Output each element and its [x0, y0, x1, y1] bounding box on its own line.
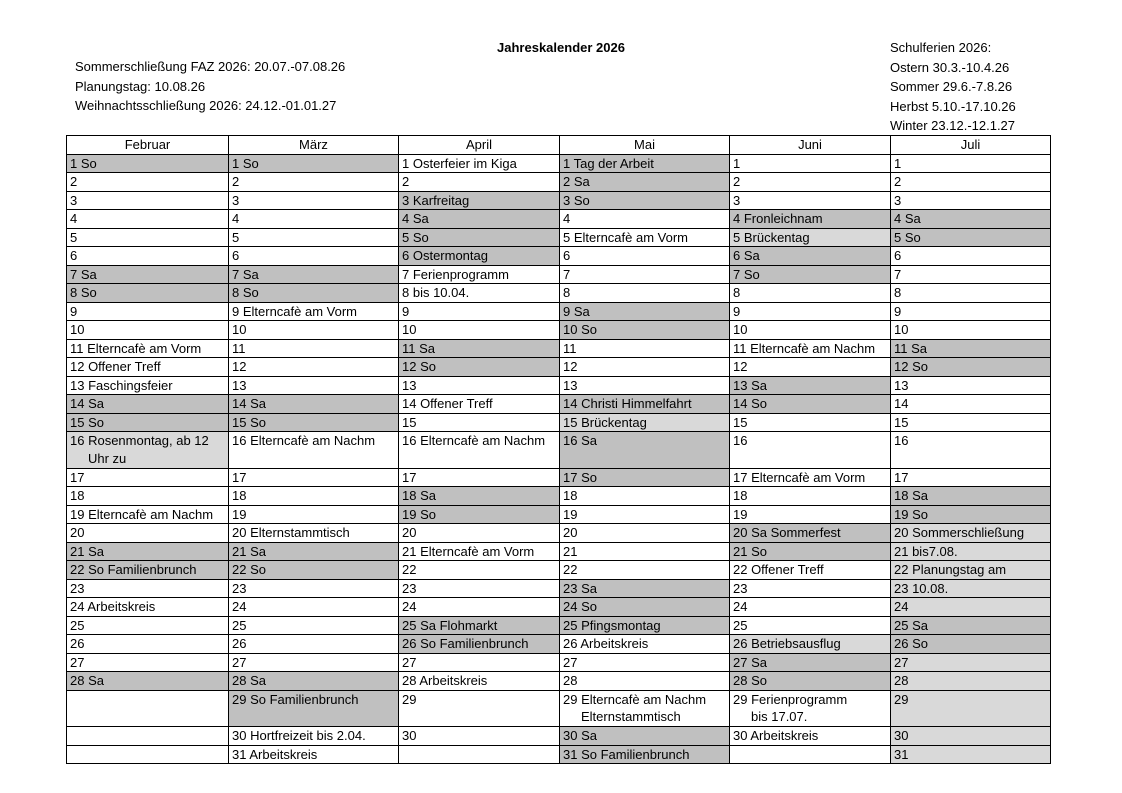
day-cell: 6	[67, 247, 229, 266]
day-cell: 15	[399, 413, 560, 432]
day-cell: 27	[399, 653, 560, 672]
day-cell: 21 bis7.08.	[891, 542, 1051, 561]
day-cell	[399, 745, 560, 764]
day-cell: 24	[399, 598, 560, 617]
calendar-row	[67, 395, 1051, 414]
day-cell: 8	[891, 284, 1051, 303]
day-entry-text: 16 Rosenmontag, ab 12	[70, 433, 209, 448]
day-cell: 18	[560, 487, 730, 506]
day-cell: 25 Pfingsmontag	[560, 616, 730, 635]
day-cell: 11 Sa	[399, 339, 560, 358]
day-cell: 20 Sommerschließung	[891, 524, 1051, 543]
day-cell: 28	[560, 672, 730, 691]
month-header-april: April	[399, 136, 560, 155]
day-cell: 30 Hortfreizeit bis 2.04.	[229, 727, 399, 746]
day-cell: 6	[891, 247, 1051, 266]
day-cell: 13	[229, 376, 399, 395]
day-cell: 1 So	[67, 154, 229, 173]
day-cell: 9	[399, 302, 560, 321]
autumn-holidays: Herbst 5.10.-17.10.26	[890, 98, 1016, 114]
day-cell: 21	[560, 542, 730, 561]
day-cell: 15	[891, 413, 1051, 432]
month-header-februar: Februar	[67, 136, 229, 155]
easter-holidays: Ostern 30.3.-10.4.26	[890, 59, 1010, 75]
day-cell: 9	[730, 302, 891, 321]
calendar-row	[67, 376, 1051, 395]
day-cell: 22 So	[229, 561, 399, 580]
day-cell	[67, 745, 229, 764]
day-cell: 23	[67, 579, 229, 598]
day-cell: 21 Sa	[67, 542, 229, 561]
day-cell: 2	[891, 173, 1051, 192]
day-cell: 16 Sa	[560, 432, 730, 469]
day-cell: 26 Arbeitskreis	[560, 635, 730, 654]
day-cell: 1 So	[229, 154, 399, 173]
day-cell: 28 Sa	[67, 672, 229, 691]
calendar-row	[67, 265, 1051, 284]
day-cell: 24	[891, 598, 1051, 617]
day-cell: 12 Offener Treff	[67, 358, 229, 377]
day-cell: 28 Arbeitskreis	[399, 672, 560, 691]
day-cell: 15 Brückentag	[560, 413, 730, 432]
day-cell: 19	[730, 505, 891, 524]
day-entry-continuation: bis 17.07.	[751, 709, 808, 724]
calendar-row	[67, 561, 1051, 580]
day-cell: 10	[891, 321, 1051, 340]
day-cell: 12	[560, 358, 730, 377]
day-cell: 24	[229, 598, 399, 617]
calendar-row	[67, 284, 1051, 303]
day-cell: 11 Elterncafè am Nachm	[730, 339, 891, 358]
day-cell: 6 Ostermontag	[399, 247, 560, 266]
day-cell: 24	[730, 598, 891, 617]
day-cell: 25	[730, 616, 891, 635]
day-cell: 27	[560, 653, 730, 672]
day-cell: 26	[229, 635, 399, 654]
calendar-row	[67, 635, 1051, 654]
day-cell: 7	[560, 265, 730, 284]
day-cell: 9 Elterncafè am Vorm	[229, 302, 399, 321]
calendar-row	[67, 358, 1051, 377]
calendar-row	[67, 505, 1051, 524]
day-cell: 22	[560, 561, 730, 580]
calendar-row	[67, 321, 1051, 340]
day-cell: 6	[229, 247, 399, 266]
day-cell: 1	[891, 154, 1051, 173]
day-cell	[730, 745, 891, 764]
day-cell: 1	[730, 154, 891, 173]
day-cell: 10	[730, 321, 891, 340]
day-cell: 5 Elterncafè am Vorm	[560, 228, 730, 247]
day-cell: 26 Betriebsausflug	[730, 635, 891, 654]
calendar-row	[67, 745, 1051, 764]
day-cell: 7 Sa	[67, 265, 229, 284]
day-cell: 26	[67, 635, 229, 654]
day-cell: 5 Brückentag	[730, 228, 891, 247]
day-cell: 20 Elternstammtisch	[229, 524, 399, 543]
day-cell: 31 Arbeitskreis	[229, 745, 399, 764]
day-cell: 21 So	[730, 542, 891, 561]
day-cell: 14 Sa	[229, 395, 399, 414]
calendar-row	[67, 653, 1051, 672]
day-cell: 23 Sa	[560, 579, 730, 598]
calendar-row	[67, 413, 1051, 432]
day-cell: 10	[399, 321, 560, 340]
day-cell: 19	[560, 505, 730, 524]
day-cell: 23 10.08.	[891, 579, 1051, 598]
day-cell: 13	[560, 376, 730, 395]
day-cell: 29	[399, 690, 560, 727]
day-cell: 19 So	[399, 505, 560, 524]
day-cell: 6	[560, 247, 730, 266]
school-holidays-notes	[890, 38, 1016, 136]
day-cell: 27	[891, 653, 1051, 672]
day-cell: 8	[730, 284, 891, 303]
closure-notes	[75, 57, 345, 116]
day-cell: 21 Elterncafè am Vorm	[399, 542, 560, 561]
day-cell: 15 So	[229, 413, 399, 432]
day-cell: 30	[891, 727, 1051, 746]
day-cell: 25	[229, 616, 399, 635]
day-cell: 30	[399, 727, 560, 746]
calendar-row	[67, 154, 1051, 173]
planning-day-note: Planungstag: 10.08.26	[75, 78, 206, 94]
day-cell: 3 Karfreitag	[399, 191, 560, 210]
calendar-row	[67, 339, 1051, 358]
day-cell: 22 Planungstag am	[891, 561, 1051, 580]
day-cell: 4	[560, 210, 730, 229]
day-cell: 16	[730, 432, 891, 469]
calendar-row	[67, 432, 1051, 469]
day-cell: 14	[891, 395, 1051, 414]
day-cell: 29	[891, 690, 1051, 727]
day-cell: 26 So Familienbrunch	[399, 635, 560, 654]
day-cell: 19 So	[891, 505, 1051, 524]
day-cell: 4	[67, 210, 229, 229]
day-cell: 18	[229, 487, 399, 506]
day-cell: 17	[229, 468, 399, 487]
calendar-body	[67, 154, 1051, 764]
day-cell	[67, 690, 229, 727]
day-cell: 27	[229, 653, 399, 672]
day-cell: 2	[399, 173, 560, 192]
month-header-mai: Mai	[560, 136, 730, 155]
day-cell: 31 So Familienbrunch	[560, 745, 730, 764]
summer-closure-note: Sommerschließung FAZ 2026: 20.07.-07.08.26	[75, 59, 346, 74]
day-cell: 23	[399, 579, 560, 598]
day-cell: 13	[399, 376, 560, 395]
day-cell: 25 Sa	[891, 616, 1051, 635]
day-cell: 4 Sa	[399, 210, 560, 229]
day-cell: 13 Sa	[730, 376, 891, 395]
christmas-closure-note: Weihnachtsschließung 2026: 24.12.-01.01.27	[75, 98, 337, 113]
day-cell: 7 Ferienprogramm	[399, 265, 560, 284]
day-cell: 23	[730, 579, 891, 598]
day-cell: 9	[67, 302, 229, 321]
day-cell: 4 Fronleichnam	[730, 210, 891, 229]
day-cell: 24 Arbeitskreis	[67, 598, 229, 617]
day-cell: 7 So	[730, 265, 891, 284]
day-cell: 2	[67, 173, 229, 192]
day-entry-text: 29 Ferienprogramm	[733, 691, 848, 707]
day-cell: 8 bis 10.04.	[399, 284, 560, 303]
summer-holidays: Sommer 29.6.-7.8.26	[890, 79, 1013, 94]
calendar-row	[67, 302, 1051, 321]
day-cell: 26 So	[891, 635, 1051, 654]
calendar-row	[67, 690, 1051, 727]
day-cell: 11	[229, 339, 399, 358]
day-cell: 28	[891, 672, 1051, 691]
calendar-row	[67, 579, 1051, 598]
calendar-row	[67, 210, 1051, 229]
month-header-row	[67, 136, 1051, 155]
day-cell: 8 So	[67, 284, 229, 303]
day-cell: 17 So	[560, 468, 730, 487]
month-header-juni: Juni	[730, 136, 891, 155]
day-cell: 5 So	[891, 228, 1051, 247]
school-holidays-heading: Schulferien 2026:	[890, 40, 992, 55]
calendar-row	[67, 191, 1051, 210]
day-cell: 14 Christi Himmelfahrt	[560, 395, 730, 414]
calendar-row	[67, 524, 1051, 543]
day-cell: 15	[730, 413, 891, 432]
day-cell: 16	[891, 432, 1051, 469]
month-header-maerz: März	[229, 136, 399, 155]
day-cell: 17	[399, 468, 560, 487]
day-cell: 7	[891, 265, 1051, 284]
day-cell: 12	[229, 358, 399, 377]
day-cell: 7 Sa	[229, 265, 399, 284]
day-cell: 2	[229, 173, 399, 192]
day-cell: 4	[229, 210, 399, 229]
day-cell: 2	[730, 173, 891, 192]
calendar-row	[67, 616, 1051, 635]
day-entry-continuation: Elternstammtisch	[581, 709, 681, 724]
day-entry-text: 29 Elterncafè am Nachm	[563, 691, 707, 707]
day-cell: 9 Sa	[560, 302, 730, 321]
day-cell: 17 Elterncafè am Vorm	[730, 468, 891, 487]
day-cell: 9	[891, 302, 1051, 321]
day-cell: 25	[67, 616, 229, 635]
day-cell: 31	[891, 745, 1051, 764]
calendar-row	[67, 247, 1051, 266]
day-cell: 11 Elterncafè am Vorm	[67, 339, 229, 358]
day-cell: 11 Sa	[891, 339, 1051, 358]
day-cell: 18 Sa	[891, 487, 1051, 506]
day-cell: 15 So	[67, 413, 229, 432]
day-cell: 8 So	[229, 284, 399, 303]
day-cell: 14 Offener Treff	[399, 395, 560, 414]
day-cell: 6 Sa	[730, 247, 891, 266]
day-cell: 12	[730, 358, 891, 377]
day-cell: 20 Sa Sommerfest	[730, 524, 891, 543]
calendar-row	[67, 468, 1051, 487]
day-cell: 22 Offener Treff	[730, 561, 891, 580]
day-cell: 17	[67, 468, 229, 487]
calendar-row	[67, 173, 1051, 192]
day-cell: 5	[67, 228, 229, 247]
day-cell: 30 Arbeitskreis	[730, 727, 891, 746]
day-cell: 1 Tag der Arbeit	[560, 154, 730, 173]
day-cell: 19 Elterncafè am Nachm	[67, 505, 229, 524]
day-cell: 19	[229, 505, 399, 524]
day-cell: 12 So	[891, 358, 1051, 377]
day-cell: 10 So	[560, 321, 730, 340]
day-cell: 18 Sa	[399, 487, 560, 506]
day-cell: 4 Sa	[891, 210, 1051, 229]
day-cell: 10	[67, 321, 229, 340]
day-entry-continuation: Uhr zu	[88, 450, 127, 466]
day-cell	[730, 690, 891, 727]
calendar-row	[67, 542, 1051, 561]
day-cell: 20	[399, 524, 560, 543]
page-title: Jahreskalender 2026	[497, 40, 625, 55]
day-cell: 3	[229, 191, 399, 210]
day-cell: 1 Osterfeier im Kiga	[399, 154, 560, 173]
day-cell: 8	[560, 284, 730, 303]
day-cell	[67, 727, 229, 746]
day-cell: 18	[67, 487, 229, 506]
month-header-juli: Juli	[891, 136, 1051, 155]
day-cell	[560, 690, 730, 727]
day-cell: 3 So	[560, 191, 730, 210]
day-cell: 16 Elterncafè am Nachm	[399, 432, 560, 469]
day-cell: 5	[229, 228, 399, 247]
day-cell: 22 So Familienbrunch	[67, 561, 229, 580]
calendar-row	[67, 672, 1051, 691]
day-cell: 5 So	[399, 228, 560, 247]
calendar-row	[67, 598, 1051, 617]
day-cell: 10	[229, 321, 399, 340]
day-cell: 28 So	[730, 672, 891, 691]
day-cell: 3	[67, 191, 229, 210]
day-cell: 13	[891, 376, 1051, 395]
day-cell: 30 Sa	[560, 727, 730, 746]
day-cell: 20	[67, 524, 229, 543]
day-cell: 21 Sa	[229, 542, 399, 561]
day-cell: 3	[730, 191, 891, 210]
calendar-row	[67, 727, 1051, 746]
day-cell: 27	[67, 653, 229, 672]
day-cell: 18	[730, 487, 891, 506]
calendar-row	[67, 487, 1051, 506]
day-cell: 14 Sa	[67, 395, 229, 414]
day-cell: 24 So	[560, 598, 730, 617]
day-cell: 17	[891, 468, 1051, 487]
day-cell: 16 Elterncafè am Nachm	[229, 432, 399, 469]
day-cell: 29 So Familienbrunch	[229, 690, 399, 727]
day-cell: 28 Sa	[229, 672, 399, 691]
day-cell: 11	[560, 339, 730, 358]
day-cell: 13 Faschingsfeier	[67, 376, 229, 395]
winter-holidays: Winter 23.12.-12.1.27	[890, 118, 1016, 133]
day-cell: 3	[891, 191, 1051, 210]
day-cell: 23	[229, 579, 399, 598]
day-cell: 12 So	[399, 358, 560, 377]
day-cell: 14 So	[730, 395, 891, 414]
day-cell: 22	[399, 561, 560, 580]
day-cell: 20	[560, 524, 730, 543]
day-cell	[67, 432, 229, 469]
calendar-row	[67, 228, 1051, 247]
day-cell: 27 Sa	[730, 653, 891, 672]
day-cell: 2 Sa	[560, 173, 730, 192]
day-cell: 25 Sa Flohmarkt	[399, 616, 560, 635]
calendar-table	[66, 135, 1051, 764]
